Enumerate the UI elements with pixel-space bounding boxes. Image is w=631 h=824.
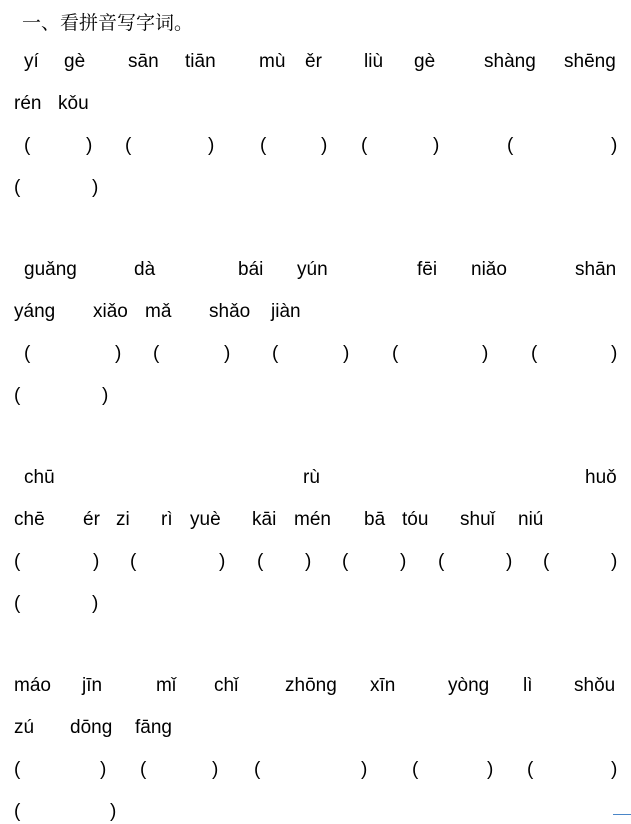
answer-bracket: ( — [531, 343, 538, 364]
pinyin-syllable: liù — [364, 51, 384, 72]
page-edge-mark — [613, 814, 631, 815]
pinyin-syllable: tiān — [185, 51, 216, 72]
answer-bracket: ) — [487, 759, 494, 780]
answer-bracket: ) — [86, 135, 93, 156]
pinyin-syllable: mǎ — [145, 301, 172, 322]
answer-bracket: ( — [24, 135, 31, 156]
answer-bracket: ( — [14, 177, 21, 198]
pinyin-syllable: dà — [134, 259, 156, 280]
answer-row — [0, 550, 631, 574]
answer-bracket: ( — [14, 551, 21, 572]
answer-row-continued — [0, 800, 631, 824]
pinyin-syllable: sān — [128, 51, 159, 72]
answer-row-continued — [0, 176, 631, 200]
answer-bracket: ) — [93, 551, 100, 572]
pinyin-row-continued — [0, 92, 631, 116]
answer-bracket: ) — [305, 551, 312, 572]
pinyin-syllable: rù — [303, 467, 320, 488]
pinyin-row-continued — [0, 508, 631, 532]
pinyin-syllable: niú — [518, 509, 544, 530]
answer-bracket: ) — [482, 343, 489, 364]
pinyin-syllable: yí — [24, 51, 39, 72]
answer-bracket: ( — [14, 385, 21, 406]
pinyin-syllable: mén — [294, 509, 331, 530]
answer-bracket: ) — [219, 551, 226, 572]
answer-bracket: ) — [506, 551, 513, 572]
answer-bracket: ) — [611, 343, 618, 364]
pinyin-row — [0, 50, 631, 74]
answer-bracket: ) — [92, 593, 99, 614]
answer-bracket: ( — [153, 343, 160, 364]
answer-bracket: ) — [212, 759, 219, 780]
pinyin-syllable: huǒ — [585, 467, 617, 488]
pinyin-row — [0, 674, 631, 698]
answer-bracket: ( — [507, 135, 514, 156]
pinyin-syllable: niǎo — [471, 259, 507, 280]
exercise-title: 一、看拼音写字词。 — [22, 12, 194, 34]
answer-row — [0, 342, 631, 366]
pinyin-syllable: ěr — [305, 51, 322, 72]
pinyin-syllable: zhōng — [285, 675, 337, 696]
pinyin-syllable: gè — [64, 51, 86, 72]
pinyin-syllable: zi — [116, 509, 130, 530]
pinyin-syllable: tóu — [402, 509, 429, 530]
answer-bracket: ) — [343, 343, 350, 364]
pinyin-row-continued — [0, 716, 631, 740]
pinyin-syllable: mù — [259, 51, 286, 72]
pinyin-syllable: chǐ — [214, 675, 239, 696]
answer-bracket: ( — [14, 759, 21, 780]
answer-bracket: ) — [321, 135, 328, 156]
pinyin-syllable: shàng — [484, 51, 536, 72]
pinyin-syllable: yòng — [448, 675, 490, 696]
pinyin-syllable: fēi — [417, 259, 438, 280]
answer-bracket: ( — [543, 551, 550, 572]
answer-bracket: ) — [433, 135, 440, 156]
pinyin-syllable: guǎng — [24, 259, 77, 280]
answer-bracket: ) — [115, 343, 122, 364]
pinyin-syllable: yún — [297, 259, 328, 280]
answer-bracket: ( — [140, 759, 147, 780]
answer-bracket: ) — [208, 135, 215, 156]
pinyin-syllable: máo — [14, 675, 51, 696]
pinyin-syllable: jīn — [82, 675, 103, 696]
answer-bracket: ) — [102, 385, 109, 406]
pinyin-syllable: gè — [414, 51, 436, 72]
answer-bracket: ( — [392, 343, 399, 364]
answer-bracket: ( — [130, 551, 137, 572]
pinyin-syllable: shǎo — [209, 301, 251, 322]
pinyin-row-continued — [0, 300, 631, 324]
answer-bracket: ( — [361, 135, 368, 156]
pinyin-syllable: kāi — [252, 509, 277, 530]
pinyin-syllable: xiǎo — [93, 301, 128, 322]
pinyin-syllable: chū — [24, 467, 55, 488]
answer-bracket: ( — [438, 551, 445, 572]
answer-bracket: ) — [224, 343, 231, 364]
answer-bracket: ( — [272, 343, 279, 364]
pinyin-row — [0, 258, 631, 282]
answer-bracket: ) — [100, 759, 107, 780]
pinyin-syllable: jiàn — [271, 301, 301, 322]
pinyin-syllable: lì — [523, 675, 533, 696]
answer-bracket: ( — [342, 551, 349, 572]
answer-bracket: ( — [412, 759, 419, 780]
pinyin-syllable: bā — [364, 509, 386, 530]
answer-bracket: ) — [361, 759, 368, 780]
pinyin-syllable: shān — [575, 259, 617, 280]
answer-bracket: ) — [92, 177, 99, 198]
answer-row-continued — [0, 384, 631, 408]
pinyin-syllable: zú — [14, 717, 35, 738]
pinyin-syllable: shuǐ — [460, 509, 495, 530]
answer-bracket: ( — [14, 593, 21, 614]
answer-row — [0, 758, 631, 782]
answer-bracket: ( — [24, 343, 31, 364]
pinyin-syllable: rì — [161, 509, 173, 530]
answer-bracket: ) — [110, 801, 117, 822]
answer-bracket: ) — [400, 551, 407, 572]
pinyin-syllable: chē — [14, 509, 45, 530]
pinyin-syllable: xīn — [370, 675, 396, 696]
pinyin-syllable: fāng — [135, 717, 172, 738]
answer-bracket: ) — [611, 759, 618, 780]
answer-row — [0, 134, 631, 158]
answer-bracket: ( — [125, 135, 132, 156]
answer-row-continued — [0, 592, 631, 616]
answer-bracket: ( — [260, 135, 267, 156]
answer-bracket: ) — [611, 551, 618, 572]
pinyin-syllable: shēng — [564, 51, 616, 72]
pinyin-syllable: shǒu — [574, 675, 616, 696]
pinyin-syllable: yuè — [190, 509, 221, 530]
pinyin-syllable: ér — [83, 509, 100, 530]
pinyin-row — [0, 466, 631, 490]
pinyin-syllable: kǒu — [58, 93, 89, 114]
answer-bracket: ( — [14, 801, 21, 822]
pinyin-syllable: dōng — [70, 717, 113, 738]
pinyin-syllable: bái — [238, 259, 264, 280]
pinyin-syllable: yáng — [14, 301, 56, 322]
pinyin-syllable: mǐ — [156, 675, 177, 696]
answer-bracket: ( — [257, 551, 264, 572]
pinyin-syllable: rén — [14, 93, 42, 114]
answer-bracket: ( — [527, 759, 534, 780]
answer-bracket: ) — [611, 135, 618, 156]
answer-bracket: ( — [254, 759, 261, 780]
